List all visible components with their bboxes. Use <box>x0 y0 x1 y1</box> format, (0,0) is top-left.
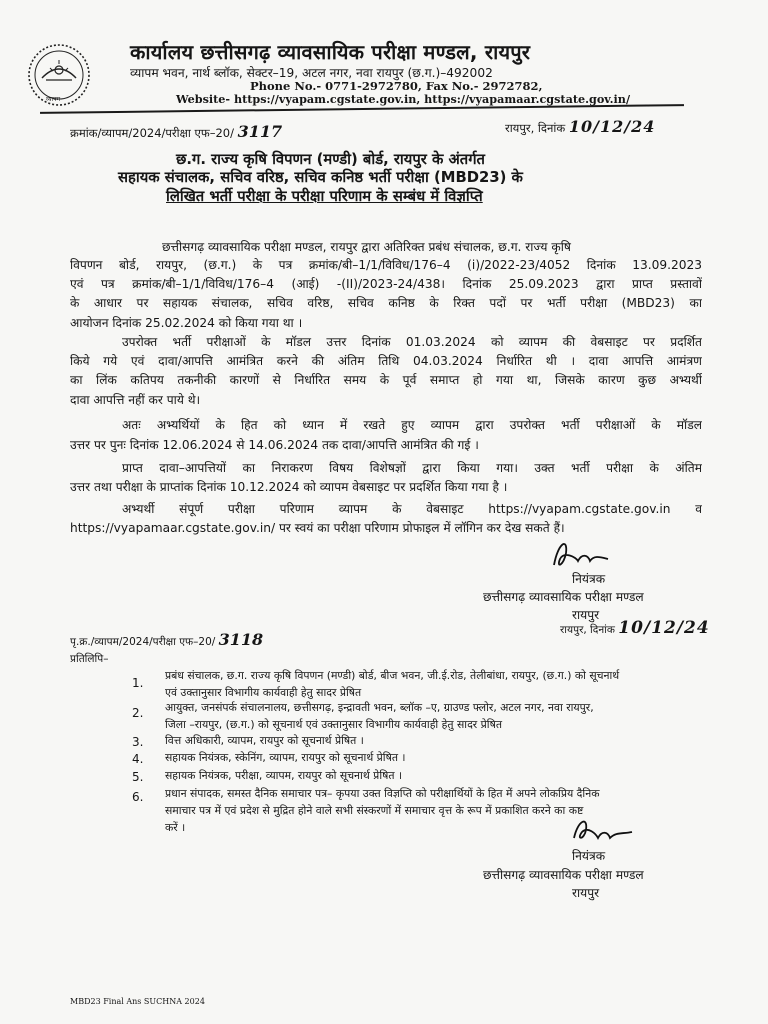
copy-item-line: प्रबंध संचालक, छ.ग. राज्य कृषि विपणन (मण्डी) बोर्ड, बीज भवन, जी.ई.रोड, तेलीबांधा, रायपुर, (छ.ग.) को सूचनार्थ <box>165 669 620 682</box>
controller-signature <box>548 535 614 575</box>
endorsement-prefix: पृ.क्र./व्यापम/2024/परीक्षा एफ–20/ <box>70 636 216 648</box>
copy-item-number: 5. <box>132 770 144 784</box>
endorsement-number <box>70 630 263 649</box>
body-p5-line: https://vyapamaar.cgstate.gov.in/ पर स्वयं का परीक्षा परिणाम प्रोफाइल में लॉगिन कर देख सकते हैं। <box>70 521 565 535</box>
endorsement-date-prefix: रायपुर, दिनांक <box>560 624 615 636</box>
copy-item-line: जिला –रायपुर, (छ.ग.) को सूचनार्थ एवं उक्तानुसार विभागीय कार्यवाही हेतु सादर प्रेषित <box>165 718 502 731</box>
subject-line-1: छ.ग. राज्य कृषि विपणन (मण्डी) बोर्ड, रायपुर के अंतर्गत <box>176 151 485 168</box>
copy-item-number: 2. <box>132 706 144 720</box>
copy-item-number: 3. <box>132 735 144 749</box>
copy-item-number: 6. <box>132 790 144 804</box>
body-p1-line: विपणन बोर्ड, रायपुर, (छ.ग.) के पत्र क्रमांक/बी–1/1/विविध/176–4 (i)/2022-23/4052 दिनांक 13.09.2023 <box>70 258 702 272</box>
reference-date <box>505 117 655 136</box>
body-p1-line: के आधार पर सहायक संचालक, सचिव वरिष्ठ, सचिव कनिष्ठ के रिक्त पदों पर भर्ती परीक्षा (MBD23) का <box>70 296 702 310</box>
office-title: कार्यालय छत्तीसगढ़ व्यावसायिक परीक्षा मण्डल, रायपुर <box>130 40 531 64</box>
reference-prefix: क्रमांक/व्यापम/2024/परीक्षा एफ–20/ <box>70 126 234 140</box>
endorsement-handwritten-number: 3118 <box>218 630 264 649</box>
body-p4-line: उत्तर तथा परीक्षा के प्राप्तांक दिनांक 10.12.2024 को व्यापम वेबसाइट पर प्रदर्शित किया गया है । <box>70 480 508 494</box>
controller-signature-2 <box>566 810 638 850</box>
copy-item-number: 4. <box>132 752 144 766</box>
signature2-office: छत्तीसगढ़ व्यावसायिक परीक्षा मण्डल <box>483 868 644 882</box>
endorsement-handwritten-date: 10/12/24 <box>618 618 710 638</box>
copy-item-number: 1. <box>132 676 144 690</box>
copy-item-line: प्रधान संपादक, समस्त दैनिक समाचार पत्र– कृपया उक्त विज्ञप्ति को परीक्षार्थियों के हित में अपने लोकप्रिय दैनिक <box>165 787 600 800</box>
signature1-city: रायपुर <box>572 608 600 622</box>
body-p2-line: का लिंक कतिपय तकनीकी कारणों से निर्धारित समय के पूर्व समाप्त हो गया था, जिसके कारण कुछ अभ्यर्थी <box>70 373 702 387</box>
seal-caption: व्यापम <box>46 96 61 103</box>
copy-item-line: समाचार पत्र में एवं प्रदेश से मुद्रित होने वाले सभी संस्करणों में समाचार वृत्त के रूप में प्रकाशित करने का कष्ट <box>165 804 584 817</box>
phone-fax: Phone No.- 0771-2972780, Fax No.- 2972782, <box>250 79 543 93</box>
body-p5-line: अभ्यर्थी संपूर्ण परीक्षा परिणाम व्यापम के वेबसाइट https://vyapam.cgstate.gov.in व <box>122 502 702 516</box>
body-p1-line: आयोजन दिनांक 25.02.2024 को किया गया था । <box>70 316 303 330</box>
body-p1-line: छत्तीसगढ़ व्यावसायिक परीक्षा मण्डल, रायपुर द्वारा अतिरिक्त प्रबंध संचालक, छ.ग. राज्य कृषि <box>162 240 571 254</box>
copy-item-line: करें । <box>165 821 186 834</box>
website-links: Website- https://vyapam.cgstate.gov.in, https://vyapamaar.cgstate.gov.in/ <box>176 92 631 106</box>
signature1-office: छत्तीसगढ़ व्यावसायिक परीक्षा मण्डल <box>483 590 644 604</box>
copy-to-label: प्रतिलिपि– <box>70 653 109 665</box>
body-p2-line: दावा आपत्ति नहीं कर पाये थे। <box>70 393 201 407</box>
signature1-designation: नियंत्रक <box>572 572 606 586</box>
body-p1-line: एवं पत्र क्रमांक/बी–1/1/विविध/176–4 (आई) -(II)/2023-24/438। दिनांक 25.09.2023 द्वारा प्राप्त प्रस्तावों <box>70 277 702 291</box>
body-p2-line: किये गये एवं दावा/आपत्ति आमंत्रित करने की अंतिम तिथि 04.03.2024 निर्धारित थी । दावा आपत्ति आमंत्रण <box>70 354 702 368</box>
endorsement-date <box>560 618 710 638</box>
office-address: व्यापम भवन, नार्थ ब्लॉक, सेक्टर–19, अटल नगर, नवा रायपुर (छ.ग.)–492002 <box>130 66 493 80</box>
body-p3-line: उत्तर पर पुनः दिनांक 12.06.2024 से 14.06.2024 तक दावा/आपत्ति आमंत्रित की गई । <box>70 438 479 452</box>
copy-item-line: आयुक्त, जनसंपर्क संचालनालय, छत्तीसगढ़, इन्द्रावती भवन, ब्लॉक –ए, ग्राउण्ड फ्लोर, अटल नगर, नवा रायपुर, <box>165 701 594 714</box>
reference-number <box>70 122 282 141</box>
document-footer-code: MBD23 Final Ans SUCHNA 2024 <box>70 997 205 1006</box>
copy-item-line: एवं उक्तानुसार विभागीय कार्यवाही हेतु सादर प्रेषित <box>165 686 362 699</box>
copy-item-line: सहायक नियंत्रक, परीक्षा, व्यापम, रायपुर को सूचनार्थ प्रेषित । <box>165 769 403 782</box>
reference-handwritten-number: 3117 <box>237 122 283 141</box>
signature2-city: रायपुर <box>572 886 600 900</box>
copy-item-line: वित्त अधिकारी, व्यापम, रायपुर को सूचनार्थ प्रेषित । <box>165 734 364 747</box>
signature2-designation: नियंत्रक <box>572 849 606 863</box>
copy-item-line: सहायक नियंत्रक, स्केनिंग, व्यापम, रायपुर को सूचनार्थ प्रेषित । <box>165 751 406 764</box>
body-p4-line: प्राप्त दावा–आपत्तियों का निराकरण विषय विशेषज्ञों द्वारा किया गया। उक्त भर्ती परीक्षा के अंतिम <box>122 461 702 475</box>
subject-line-3: लिखित भर्ती परीक्षा के परीक्षा परिणाम के सम्बंध में विज्ञप्ति <box>166 188 483 205</box>
body-p3-line: अतः अभ्यर्थियों के हित को ध्यान में रखते हुए व्यापम द्वारा उपरोक्त भर्ती परीक्षाओं के मॉडल <box>122 418 702 432</box>
subject-line-2: सहायक संचालक, सचिव वरिष्ठ, सचिव कनिष्ठ भर्ती परीक्षा (MBD23) के <box>118 169 523 186</box>
body-p2-line: उपरोक्त भर्ती परीक्षाओं के मॉडल उत्तर दिनांक 01.03.2024 को व्यापम की वेबसाइट पर प्रदर्शित <box>122 335 702 349</box>
reference-handwritten-date: 10/12/24 <box>568 117 656 136</box>
reference-date-prefix: रायपुर, दिनांक <box>505 121 566 135</box>
